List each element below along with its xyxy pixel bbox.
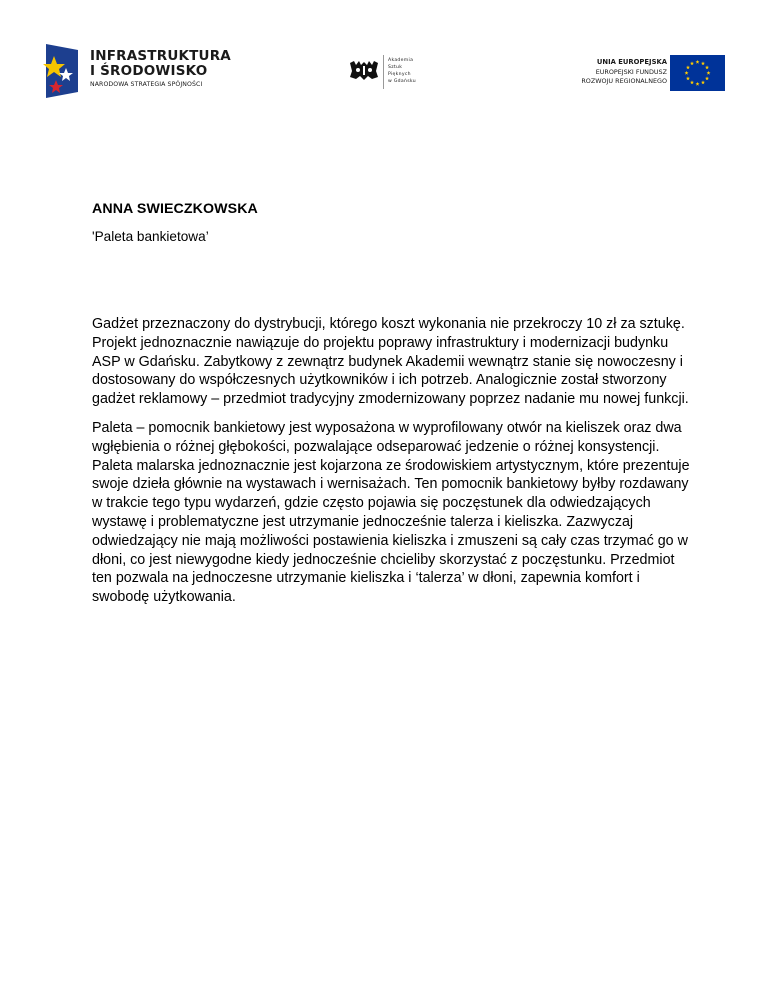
ifs-logo-line1: INFRASTRUKTURA xyxy=(90,48,231,64)
infrastruktura-srodowisko-logo xyxy=(42,42,232,102)
work-title: 'Paleta bankietowa’ xyxy=(92,229,209,244)
nss-flag-icon xyxy=(42,42,78,98)
asp-logo-line4: w Gdańsku xyxy=(388,79,416,84)
eu-logo-text xyxy=(581,58,667,87)
asp-logo-line1: Akademia xyxy=(388,58,414,63)
body-paragraph: Gadżet przeznaczony do dystrybucji, którego koszt wykonania nie przekroczy 10 zł za sztukę. Projekt jednoznacznie nawiązuje do projektu poprawy infrastruktury i modernizacji budynku ASP w Gdańsku. Zabytkowy z zewnątrz budynek Akademii wewnątrz stanie się nowoczesny i dostosowany do współczesnych użytkowników i ich potrzeb. Analogicznie został stworzony gadżet reklamowy – przedmiot tradycyjny zmodernizowany poprzez nadanie mu nowej funkcji. xyxy=(92,316,689,408)
author-name: ANNA SWIECZKOWSKA xyxy=(92,201,258,217)
eu-logo-line3: ROZWOJU REGIONALNEGO xyxy=(581,77,667,85)
eu-logo-line2: EUROPEJSKI FUNDUSZ xyxy=(595,67,667,76)
asp-logo-text xyxy=(388,57,416,85)
asp-logo-divider xyxy=(383,55,384,89)
document-body xyxy=(92,315,692,617)
asp-gdansk-logo xyxy=(348,55,428,91)
eu-logo-line1: UNIA EUROPEJSKA xyxy=(596,58,667,66)
ifs-logo-line3: NARODOWA STRATEGIA SPÓJNOŚCI xyxy=(90,81,203,88)
asp-crest-icon xyxy=(348,59,380,81)
eu-fund-logo xyxy=(565,55,725,91)
asp-logo-line2: Sztuk xyxy=(388,65,403,70)
body-paragraph: Paleta – pomocnik bankietowy jest wyposażona w wyprofilowany otwór na kieliszek oraz dwa wgłębienia o różnej głębokości, pozwalające odseparować jedzenie o różnej konsystencji. Paleta malarska jednoznacznie jest kojarzona ze środowiskiem artystycznym, które prezentuje swoje dzieła głównie na wystawach i wernisażach. Ten pomocnik bankietowy byłby rozdawany w trakcie tego typu wydarzeń, gdzie często pojawia się poczęstunek dla odwiedzających wystawę i problematyczne jest utrzymanie jednocześnie talerza i kieliszka. Zazwyczaj odwiedzający nie mają możliwości postawienia kieliszka i zmuszeni są cały czas trzymać go w dłoni, co jest niewygodne kiedy jednocześnie chcieliby skorzystać z poczęstunku. Przedmiot ten pozwala na jednoczesne utrzymanie kieliszka i ‘talerza’ w dłoni, zapewnia komfort i swobodę użytkowania. xyxy=(92,419,690,606)
eu-flag-icon xyxy=(670,55,725,91)
asp-logo-line3: Pięknych xyxy=(388,72,411,77)
ifs-logo-line2: I ŚRODOWISKO xyxy=(90,62,208,79)
ifs-logo-text xyxy=(90,50,231,88)
